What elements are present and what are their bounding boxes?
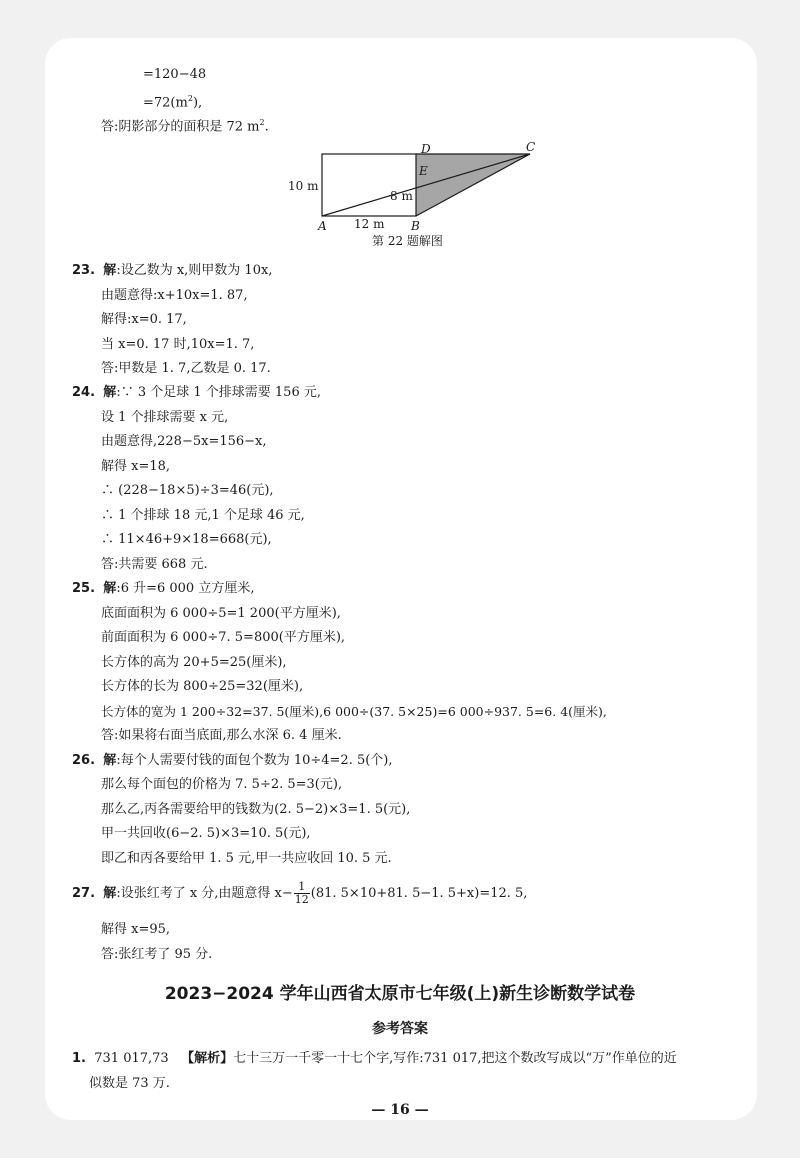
q25-line-2: 底面面积为 6 000÷5=1 200(平方厘米), bbox=[101, 606, 341, 621]
q26-line-2: 那么每个面包的价格为 7. 5÷2. 5=3(元), bbox=[101, 777, 343, 792]
label-a: A bbox=[318, 219, 327, 233]
q22-figure bbox=[280, 138, 560, 250]
q22-line-2: $=72(m^2)$, bbox=[143, 94, 203, 111]
q22-answer: 答:阴影部分的面积是 72 $m^2$. bbox=[101, 118, 269, 135]
q27-line-1: 27. 解:设张红考了 x 分,由题意得 x− $\frac{1}{12}$ (81. 5×10+81. 5−1. 5+x)=12. 5, bbox=[72, 880, 528, 906]
q25-line-3: 前面面积为 6 000÷7. 5=800(平方厘米), bbox=[101, 630, 346, 645]
q25-line-5: 长方体的长为 800÷25=32(厘米), bbox=[101, 679, 304, 694]
q26-line-1: 26. 解:每个人需要付钱的面包个数为 10÷4=2. 5(个), bbox=[72, 753, 393, 768]
q22-line-1: =120−48 bbox=[143, 67, 207, 82]
page-number: — 16 — bbox=[371, 1102, 429, 1118]
q24-line-6: ∴ 1 个排球 18 元,1 个足球 46 元, bbox=[101, 508, 305, 523]
q27-line-2: 解得 x=95, bbox=[101, 922, 171, 937]
q1-line-1: 1. 731 017,73 【解析】七十三万一千零一十七个字,写作:731 017,把这个数改写成以“万”作单位的近 bbox=[72, 1051, 677, 1066]
q24-line-2: 设 1 个排球需要 x 元, bbox=[101, 410, 229, 425]
q24-line-1: 24. 解:∵ 3 个足球 1 个排球需要 156 元, bbox=[72, 385, 321, 400]
dim-mid: 8 m bbox=[390, 189, 413, 203]
exam-title: 2023−2024 学年山西省太原市七年级(上)新生诊断数学试卷 bbox=[164, 984, 636, 1004]
dim-bottom: 12 m bbox=[354, 217, 385, 231]
q24-line-8: 答:共需要 668 元. bbox=[101, 557, 208, 572]
q25-line-4: 长方体的高为 20+5=25(厘米), bbox=[101, 655, 287, 670]
q23-line-1: 23. 解:设乙数为 x,则甲数为 10x, bbox=[72, 263, 273, 278]
label-c: C bbox=[526, 140, 536, 154]
q24-line-4: 解得 x=18, bbox=[101, 459, 171, 474]
answer-key-title: 参考答案 bbox=[372, 1021, 428, 1037]
q24-line-7: ∴ 11×46+9×18=668(元), bbox=[101, 532, 272, 547]
q25-line-6: 长方体的宽为 1 200÷32=37. 5(厘米),6 000÷(37. 5×25)=6 000÷937. 5=6. 4(厘米), bbox=[101, 704, 607, 719]
q26-line-3: 那么乙,丙各需要给甲的钱数为(2. 5−2)×3=1. 5(元), bbox=[101, 802, 411, 817]
q23-line-3: 解得:x=0. 17, bbox=[101, 312, 187, 327]
q27-line-3: 答:张红考了 95 分. bbox=[101, 947, 213, 962]
dim-left: 10 m bbox=[288, 179, 319, 193]
rectangle-outline bbox=[322, 154, 416, 216]
q25-line-1: 25. 解:6 升=6 000 立方厘米, bbox=[72, 581, 255, 596]
q23-line-4: 当 x=0. 17 时,10x=1. 7, bbox=[101, 337, 255, 352]
label-d: D bbox=[421, 142, 431, 156]
figure-caption: 第 22 题解图 bbox=[372, 234, 443, 248]
q23-line-2: 由题意得:x+10x=1. 87, bbox=[101, 288, 248, 303]
label-b: B bbox=[411, 219, 420, 233]
q24-line-3: 由题意得,228−5x=156−x, bbox=[101, 434, 267, 449]
q26-line-4: 甲一共回收(6−2. 5)×3=10. 5(元), bbox=[101, 826, 311, 841]
label-e: E bbox=[419, 164, 428, 178]
q25-line-7: 答:如果将右面当底面,那么水深 6. 4 厘米. bbox=[101, 728, 342, 743]
q23-line-5: 答:甲数是 1. 7,乙数是 0. 17. bbox=[101, 361, 271, 376]
q24-line-5: ∴ (228−18×5)÷3=46(元), bbox=[101, 483, 274, 498]
fraction-one-twelfth: $\frac{1}{12}$ bbox=[294, 880, 309, 906]
q1-line-2: 似数是 73 万. bbox=[89, 1076, 170, 1091]
q26-line-5: 即乙和丙各要给甲 1. 5 元,甲一共应收回 10. 5 元. bbox=[101, 851, 392, 866]
